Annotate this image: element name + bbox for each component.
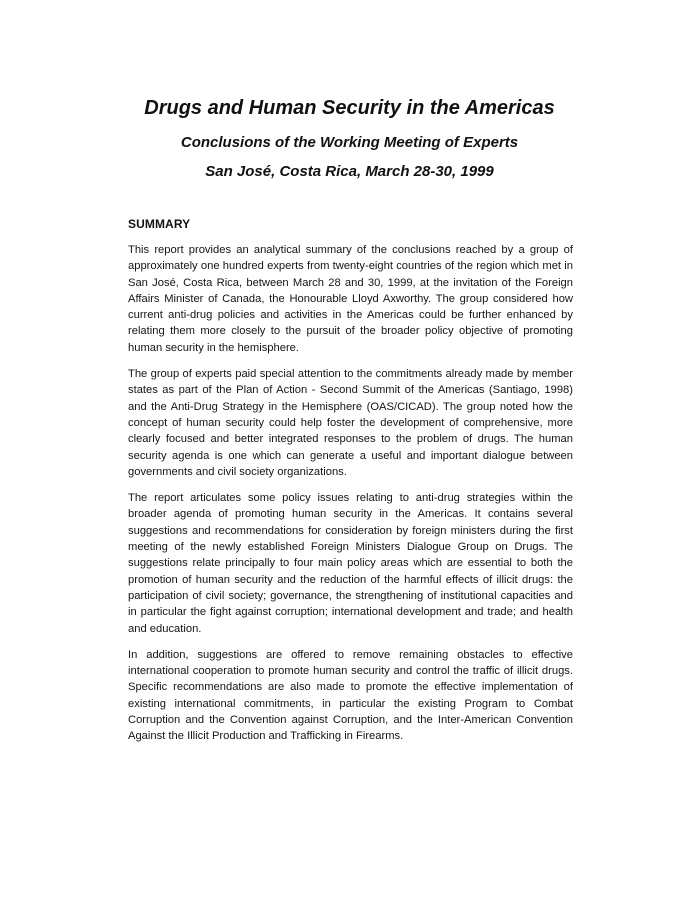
document-title: Drugs and Human Security in the Americas [144, 97, 555, 119]
summary-paragraph: The group of experts paid special attention to the commitments already made by member states as part of the Plan of Action - Second Summit of the Americas (Santiago, 1998) and the Anti-Drug Strategy in the Hemisphere (OAS/CICAD). The group noted how the concept of human security could help foster the development of comprehensive, more clearly focused and better integrated responses to the problem of drugs. The human security agenda is one which can generate a useful and important dialogue between governments and civil society organizations. [128, 368, 573, 478]
section-heading-summary: SUMMARY [128, 217, 191, 231]
document-body [128, 216, 573, 755]
document-subtitle: Conclusions of the Working Meeting of Experts [180, 134, 519, 151]
summary-paragraph: This report provides an analytical summary of the conclusions reached by a group of approximately one hundred experts from twenty-eight countries of the region which met in San José, Costa Rica, between March 28 and 30, 1999, at the invitation of the Foreign Affairs Minister of Canada, the Honourable Lloyd Axworthy. The group considered how current anti-drug policies and activities in the Americas could be further enhanced by relating them more closely to the pursuit of the broader policy objective of promoting human security in the hemisphere. [128, 244, 573, 354]
summary-paragraph: The report articulates some policy issues relating to anti-drug strategies within the broader agenda of promoting human security in the Americas. It contains several suggestions and recommendations for consideration by foreign ministers during the first meeting of the newly established Foreign Ministers Dialogue Group on Drugs. The suggestions relate principally to four main policy areas which are essential to both the promotion of human security and the reduction of the harmful effects of illicit drugs: the participation of civil society; governance, the strengthening of institutional capacities and in particular the fight against corruption; international development and trade; and health and education. [128, 492, 573, 635]
summary-paragraph: In addition, suggestions are offered to remove remaining obstacles to effective international cooperation to promote human security and control the traffic of illicit drugs. Specific recommendations are also made to promote the effective implementation of existing international commitments, in particular the existing Program to Combat Corruption and the Convention against Corruption, and the Inter-American Convention Against the Illicit Production and Trafficking in Firearms. [128, 648, 573, 743]
document-place-date: San José, Costa Rica, March 28-30, 1999 [205, 163, 494, 180]
